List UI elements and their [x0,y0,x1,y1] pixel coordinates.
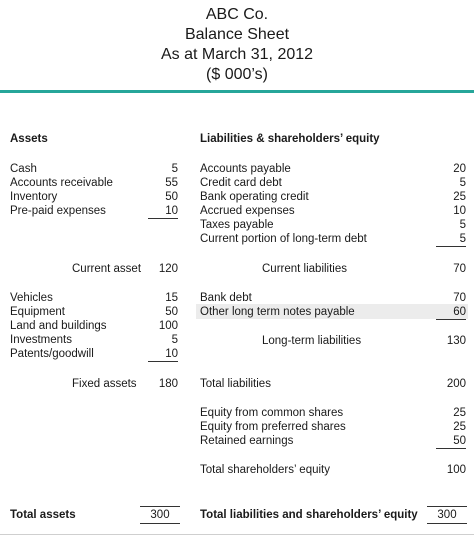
line-item-label: Patents/goodwill [10,348,94,360]
line-item-label: Equity from preferred shares [200,421,346,433]
line-item-value: 60 [436,305,466,320]
line-item-label: Vehicles [10,292,53,304]
company-name: ABC Co. [205,6,269,23]
line-item-label: Taxes payable [200,219,274,231]
line-item-value: 50 [165,306,178,318]
total-assets-label: Total assets [10,509,76,521]
fixed-assets-total-value: 180 [158,378,178,390]
units-note: ($ 000’s) [206,66,268,83]
line-item-value: 55 [165,177,178,189]
line-item-value: 25 [453,421,466,433]
total-liabilities-label: Total liabilities [200,378,271,390]
line-item-label: Current portion of long-term debt [200,233,367,245]
line-item-label: Credit card debt [200,177,282,189]
line-item-value: 10 [148,204,178,219]
header-divider [0,90,474,93]
total-assets-value: 300 [140,506,180,524]
line-item-label: Investments [10,334,72,346]
line-item-value: 10 [148,347,178,362]
line-item-value: 25 [453,407,466,419]
current-liabilities-total-label: Current liabilities [262,263,348,275]
statement-date: As at March 31, 2012 [160,46,314,63]
footer-divider [0,534,474,535]
line-item-label: Bank operating credit [200,191,309,203]
line-item-value: 10 [453,205,466,217]
line-item-value: 15 [165,292,178,304]
current-assets-total-value: 120 [158,263,178,275]
line-item-value: 50 [165,191,178,203]
total-equity-value: 100 [446,464,466,476]
line-item-label: Equity from common shares [200,407,344,419]
line-item-label: Accounts payable [200,163,291,175]
current-assets-total-label: Current asset [72,263,142,275]
line-item-label: Bank debt [200,292,252,304]
line-item-value: 70 [453,292,466,304]
liabilities-heading: Liabilities & shareholders’ equity [200,133,380,145]
line-item-value: 5 [171,163,178,175]
line-item-label: Cash [10,163,37,175]
total-liabilities-value: 200 [446,378,466,390]
line-item-value: 25 [453,191,466,203]
line-item-label: Accrued expenses [200,205,295,217]
line-item-value: 5 [459,219,466,231]
grand-total-label: Total liabilities and shareholders’ equity [200,509,418,521]
statement-title: Balance Sheet [184,26,290,43]
line-item-value: 5 [171,334,178,346]
line-item-label: Pre-paid expenses [10,205,106,217]
line-item-value: 50 [436,434,466,449]
fixed-assets-total-label: Fixed assets [72,378,137,390]
long-term-liabilities-total-label: Long-term liabilities [262,335,362,347]
line-item-label: Equipment [10,306,65,318]
total-equity-label: Total shareholders’ equity [200,464,330,476]
line-item-label: Land and buildings [10,320,107,332]
long-term-liabilities-total-value: 130 [446,335,466,347]
line-item-value: 100 [158,320,178,332]
line-item-value: 5 [459,177,466,189]
line-item-label: Accounts receivable [10,177,113,189]
line-item-value: 20 [453,163,466,175]
assets-heading: Assets [10,133,48,145]
line-item-label: Other long term notes payable [200,306,355,318]
grand-total-value: 300 [427,506,467,524]
current-liabilities-total-value: 70 [453,263,466,275]
line-item-label: Inventory [10,191,58,203]
line-item-value: 5 [436,232,466,247]
line-item-label: Retained earnings [200,435,294,447]
